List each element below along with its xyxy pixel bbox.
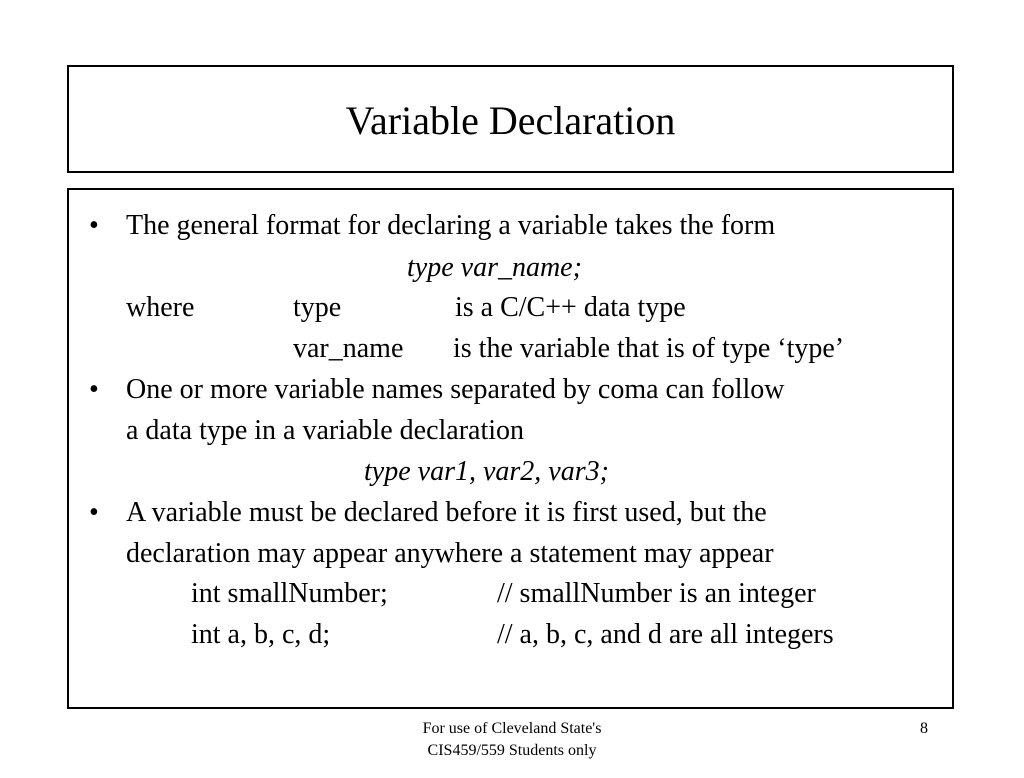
bullet-2-marker: • xyxy=(89,374,99,405)
slide-title: Variable Declaration xyxy=(345,98,676,143)
term-type-desc: is a C/C++ data type xyxy=(455,292,686,323)
page-number: 8 xyxy=(920,720,928,737)
content-box xyxy=(67,188,954,709)
syntax-multi-var: type var1, var2, var3; xyxy=(364,456,609,487)
bullet-1-marker: • xyxy=(89,210,99,241)
bullet-1-text: The general format for declaring a variable takes the form xyxy=(126,210,776,241)
term-var-name-name: var_name xyxy=(293,333,404,364)
where-label: where xyxy=(126,292,195,323)
bullet-2-line-2: a data type in a variable declaration xyxy=(126,415,525,446)
example-1-code: int smallNumber; xyxy=(191,578,388,609)
syntax-type-var-name: type var_name; xyxy=(407,252,582,283)
term-type-name: type xyxy=(293,292,342,323)
footer-line-2: CIS459/559 Students only xyxy=(427,742,597,759)
footer-line-1: For use of Cleveland State's xyxy=(422,720,602,737)
example-2-comment: // a, b, c, and d are all integers xyxy=(497,619,834,650)
bullet-2-line-1: One or more variable names separated by coma can follow xyxy=(126,374,785,405)
bullet-3-line-2: declaration may appear anywhere a statement may appear xyxy=(126,538,774,569)
footer-note xyxy=(0,718,1024,762)
title-box xyxy=(67,65,954,173)
example-1-comment: // smallNumber is an integer xyxy=(497,578,816,609)
bullet-3-line-1: A variable must be declared before it is first used, but the xyxy=(126,497,767,528)
term-var-name-desc: is the variable that is of type ‘type’ xyxy=(453,333,845,364)
example-2-code: int a, b, c, d; xyxy=(191,619,331,650)
bullet-3-marker: • xyxy=(89,497,99,528)
